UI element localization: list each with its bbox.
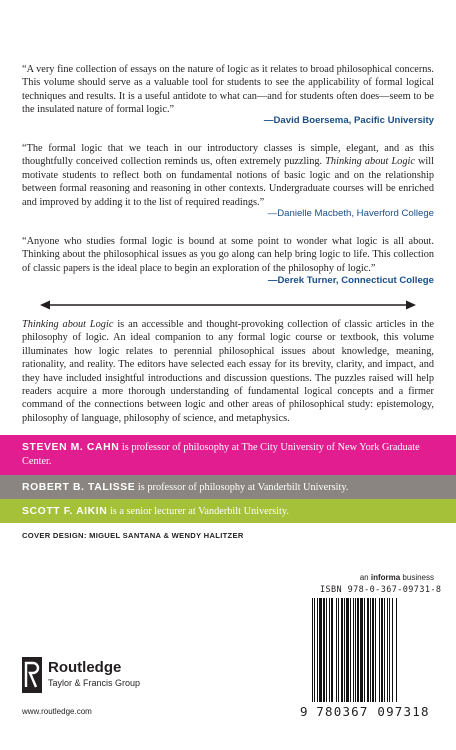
barcode-bar [317,598,318,702]
book-description [22,318,434,425]
publisher-name: Routledge [48,659,122,676]
author-bio-aikin: is a senior lecturer at Vanderbilt University. [107,505,289,517]
publisher-website: www.routledge.com [22,707,92,716]
barcode-bar [381,598,383,702]
barcode-bar [346,598,349,702]
barcode-bar [350,598,351,702]
author-band-cahn [0,435,456,475]
barcode-bar [336,598,337,702]
isbn-label: ISBN 978-0-367-09731-8 [320,585,442,595]
barcode-bar [312,598,313,702]
quote-2-text [22,142,434,209]
book-title: Thinking about Logic [22,319,114,330]
author-name-aikin: SCOTT F. AIKIN [22,505,108,517]
barcode-bar [338,598,339,702]
informa-prefix: an [359,573,371,582]
double-arrow-divider [40,299,416,311]
barcode-bar [384,598,385,702]
barcode-bar [396,598,397,702]
barcode-bar [323,598,325,702]
cover-design-credit: COVER DESIGN: MIGUEL SANTANA & WENDY HALITZER [22,531,244,540]
routledge-r-icon [22,657,42,693]
barcode-bar [331,598,333,702]
quote-1-attribution: —David Boersema, Pacific University [263,115,434,126]
barcode-bar [389,598,390,702]
barcode-bar [364,598,365,702]
quote-2-attribution: —Danielle Macbeth, Haverford College [267,208,434,219]
barcode-bar [375,598,376,702]
barcode-bar [370,598,371,702]
barcode-bar [326,598,327,702]
informa-brand: informa [370,573,401,582]
barcode-bar [341,598,343,702]
quote-2-text-end: will motivate students to reflect both on fundamental notions of basic logic and on the relationship between formal reasoning and reasoning in other contexts. Undergraduate courses will be enriched and improved by adding it to the list of required readings.” [22,156,435,208]
quote-1-text: “A very fine collection of essays on the nature of logic as it relates to broad philosophical concerns. This volume should serve as a valuable tool for students to see the applicability of formal logical techniques and results. It is a useful antidote to what can—and for students often does—seem to be the insulated nature of formal logic.” [22,64,434,116]
informa-business-tagline [360,573,434,582]
barcode-bar [360,598,363,702]
quote-2-text-start: “The formal logic that we teach in our introductory classes is simple, elegant, and as this thoughtfully conceived collection reminds us, often extremely puzzling. [22,143,434,168]
author-band-aikin [0,499,456,523]
barcode-bar [372,598,374,702]
barcode-bar [387,598,388,702]
barcode-bar [353,598,354,702]
quote-2-book-title: Thinking about Logic [325,156,415,168]
isbn-lead-digit: 9 [300,704,308,719]
description-text: is an accessible and thought-provoking collection of classic articles in the philosophy of logic. An ideal companion to any formal logic course or textbook, this volume illuminates how logic relates to perennial philosophical issues about knowledge, meaning, rationality, and reality. The editors have selected each essay for its brevity, clarity, and impact, and they have included insightful introductions and discussion questions. The puzzles raised will help readers acquire a more thorough understanding of fundamental logical concepts and a firmer command of the connections between logic and other areas of philosophical study: epistemology, philosophy of language, philosophy of science, and metaphysics. [22,319,434,424]
barcode-bar [357,598,359,702]
barcode-bar [367,598,369,702]
barcode-bar [344,598,345,702]
author-bio-talisse: is professor of philosophy at Vanderbilt University. [135,481,349,493]
quote-3-text: “Anyone who studies formal logic is bound at some point to wonder what logic is all about. Thinking about the philosophical issues as you go along can help bring logic to life. This collection of classic papers is the ideal place to begin an exploration of the philosophy of logic.” [22,236,434,274]
quote-3-attribution: —Derek Turner, Connecticut College [267,275,434,286]
barcode-bar [319,598,322,702]
author-name-cahn: STEVEN M. CAHN [22,442,120,454]
barcode-bar [329,598,330,702]
barcode-bar [314,598,315,702]
barcode-bar [355,598,356,702]
publisher-group: Taylor & Francis Group [48,678,141,688]
routledge-logo [22,655,182,699]
author-band-talisse [0,475,456,499]
author-name-talisse: ROBERT B. TALISSE [22,481,136,493]
isbn-digits: 780367 097318 [316,704,430,719]
barcode-bar [379,598,380,702]
barcode-icon [312,598,434,702]
author-bio-cahn: is professor of philosophy at The City University of New York Graduate Center. [22,442,420,467]
informa-suffix: business [400,573,434,582]
barcode-bar [392,598,393,702]
